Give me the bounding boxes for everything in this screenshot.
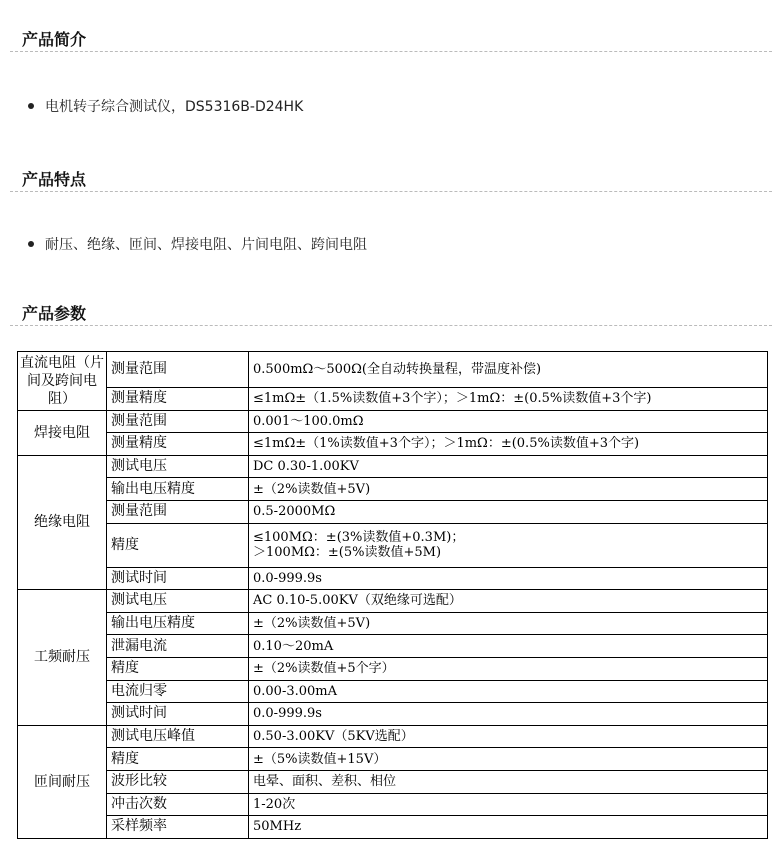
features-list-item [28, 234, 367, 254]
features-divider [10, 191, 772, 192]
param-name: 精度 [107, 523, 249, 567]
param-value-line: ＞100MΩ：±(5%读数值+5M) [253, 545, 442, 561]
param-value: 0.001～100.0mΩ [249, 410, 768, 433]
param-name: 测量范围 [107, 410, 249, 433]
param-value [249, 523, 768, 567]
table-row [18, 748, 768, 771]
group-name-dc-resistance: 直流电阻（片间及跨间电阻） [18, 352, 107, 411]
param-name: 测试电压峰值 [107, 725, 249, 748]
param-value-line: ≤100MΩ：±(3%读数值+0.3M)； [253, 530, 465, 546]
intro-list-item [28, 96, 303, 116]
param-name: 测量精度 [107, 433, 249, 456]
param-name: 泄漏电流 [107, 635, 249, 658]
group-name-insulation-resistance: 绝缘电阻 [18, 455, 107, 589]
param-name: 输出电压精度 [107, 612, 249, 635]
param-name: 测量范围 [107, 500, 249, 523]
param-name: 采样频率 [107, 816, 249, 839]
features-item-text: 耐压、绝缘、匝间、焊接电阻、片间电阻、跨间电阻 [45, 237, 367, 253]
param-name: 测试电压 [107, 455, 249, 478]
param-value: 50MHz [249, 816, 768, 839]
param-value: AC 0.10-5.00KV（双绝缘可选配） [249, 590, 768, 613]
table-row [18, 478, 768, 501]
table-row [18, 455, 768, 478]
params-divider [10, 325, 772, 326]
param-value: 0.50-3.00KV（5KV选配） [249, 725, 768, 748]
param-value: ±（2%读数值+5个字） [249, 657, 768, 680]
intro-item-text: 电机转子综合测试仪，DS5316B-D24HK [45, 99, 304, 115]
table-row [18, 680, 768, 703]
param-value: 0.0-999.9s [249, 567, 768, 590]
table-row [18, 635, 768, 658]
table-row [18, 590, 768, 613]
param-name: 测试电压 [107, 590, 249, 613]
table-row [18, 567, 768, 590]
param-value: ±（5%读数值+15V） [249, 748, 768, 771]
table-row [18, 388, 768, 411]
table-row [18, 793, 768, 816]
param-name: 波形比较 [107, 770, 249, 793]
table-row [18, 352, 768, 388]
param-name: 精度 [107, 657, 249, 680]
param-value: ±（2%读数值+5V) [249, 478, 768, 501]
group-name-weld-resistance: 焊接电阻 [18, 410, 107, 455]
bullet-icon [28, 241, 34, 247]
features-section-title: 产品特点 [22, 170, 87, 189]
param-value: 0.0-999.9s [249, 703, 768, 726]
param-value: ≤1mΩ±（1.5%读数值+3个字）；＞1mΩ：±(0.5%读数值+3个字) [249, 388, 768, 411]
params-table [17, 351, 768, 839]
table-row [18, 816, 768, 839]
table-row [18, 770, 768, 793]
param-value: 1-20次 [249, 793, 768, 816]
param-value: 电晕、面积、差积、相位 [249, 770, 768, 793]
param-name: 测试时间 [107, 703, 249, 726]
param-name: 输出电压精度 [107, 478, 249, 501]
param-value: 0.500mΩ～500Ω(全自动转换量程，带温度补偿) [249, 352, 768, 388]
param-name: 测量范围 [107, 352, 249, 388]
table-row [18, 500, 768, 523]
intro-section-title: 产品简介 [22, 30, 87, 49]
param-value: 0.10～20mA [249, 635, 768, 658]
param-value: ≤1mΩ±（1%读数值+3个字）；＞1mΩ：±(0.5%读数值+3个字) [249, 433, 768, 456]
params-section-title: 产品参数 [22, 304, 87, 323]
intro-divider [10, 51, 772, 52]
param-name: 电流归零 [107, 680, 249, 703]
bullet-icon [28, 103, 34, 109]
table-row [18, 657, 768, 680]
group-name-interturn-withstand: 匝间耐压 [18, 725, 107, 838]
table-row [18, 433, 768, 456]
table-row [18, 410, 768, 433]
param-name: 冲击次数 [107, 793, 249, 816]
group-name-power-frequency-withstand: 工频耐压 [18, 590, 107, 726]
param-value: 0.5-2000MΩ [249, 500, 768, 523]
param-value: DC 0.30-1.00KV [249, 455, 768, 478]
param-name: 精度 [107, 748, 249, 771]
table-row [18, 612, 768, 635]
param-name: 测量精度 [107, 388, 249, 411]
table-row [18, 523, 768, 567]
param-value: 0.00-3.00mA [249, 680, 768, 703]
table-row [18, 703, 768, 726]
param-name: 测试时间 [107, 567, 249, 590]
param-value: ±（2%读数值+5V) [249, 612, 768, 635]
table-row [18, 725, 768, 748]
